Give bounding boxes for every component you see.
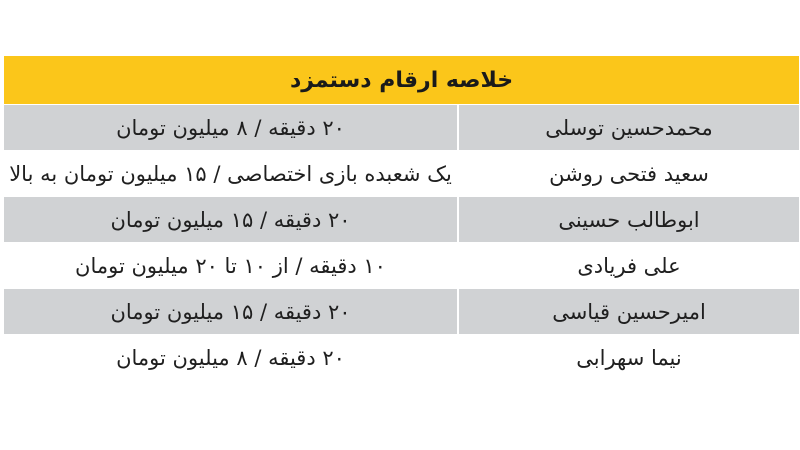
table-row [4, 289, 799, 335]
name-cell: ابوطالب حسینی [457, 197, 799, 242]
amount-cell: ۲۰ دقیقه / ۸ میلیون تومان [116, 345, 345, 370]
table-row [4, 335, 799, 381]
table-row [4, 197, 799, 243]
name-cell: علی فریادی [457, 243, 799, 288]
amount-cell: ۲۰ دقیقه / ۸ میلیون تومان [116, 115, 345, 140]
amount-cell: یک شعبده بازی اختصاصی / ۱۵ میلیون تومان به بالا [9, 161, 452, 186]
table-row [4, 151, 799, 197]
amount-cell: ۱۰ دقیقه / از ۱۰ تا ۲۰ میلیون تومان [75, 253, 386, 278]
table-row [4, 105, 799, 151]
wage-summary-table [4, 56, 799, 381]
name-cell: محمدحسین توسلی [457, 105, 799, 150]
name-cell: نیما سهرابی [457, 335, 799, 380]
name-cell: امیرحسین قیاسی [457, 289, 799, 334]
amount-cell: ۲۰ دقیقه / ۱۵ میلیون تومان [110, 207, 351, 232]
table-title: خلاصه ارقام دستمزد [4, 56, 799, 105]
name-cell: سعید فتحی روشن [457, 151, 799, 196]
table-row [4, 243, 799, 289]
amount-cell: ۲۰ دقیقه / ۱۵ میلیون تومان [110, 299, 351, 324]
